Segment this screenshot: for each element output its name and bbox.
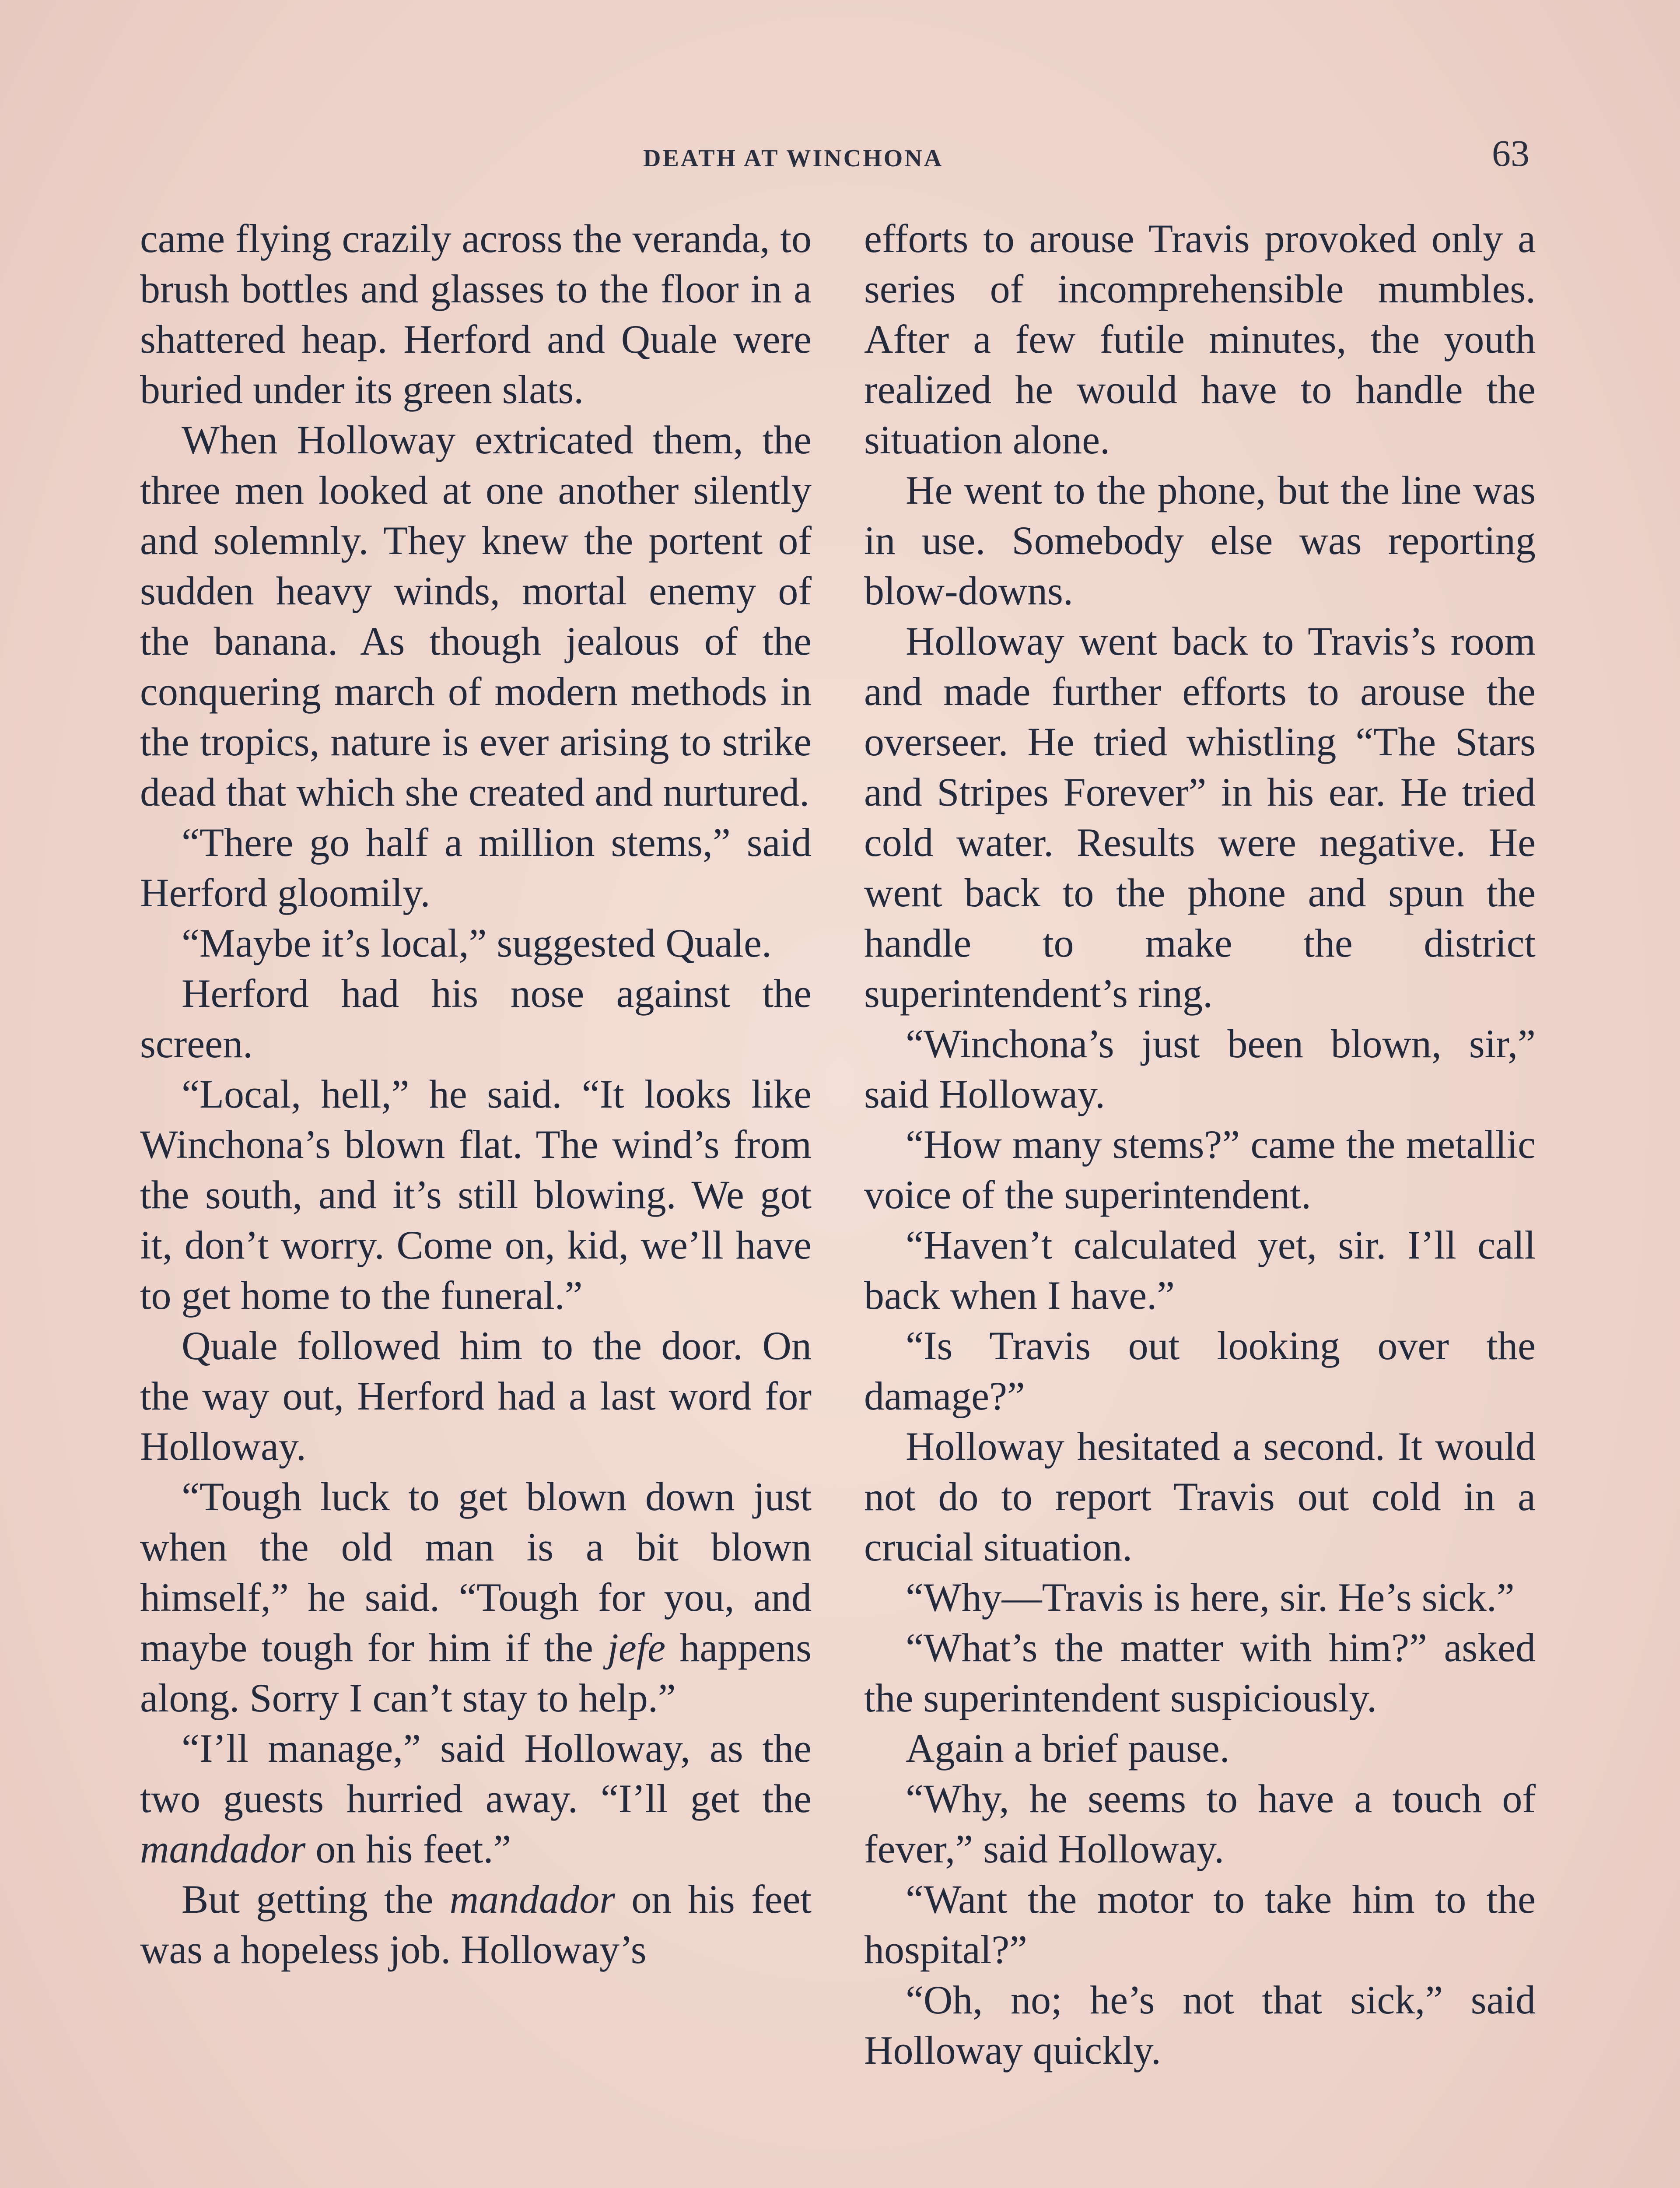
text-run: on his feet.” <box>305 1827 511 1871</box>
italic-term: mandador <box>140 1827 306 1871</box>
paragraph <box>140 1723 812 1874</box>
paragraph: “Why, he seems to have a touch of fever,” said Holloway. <box>864 1776 1536 1871</box>
paragraph: “How many stems?” came the metallic voice of the superintendent. <box>864 1122 1536 1217</box>
paragraph: “Maybe it’s local,” suggested Quale. <box>182 921 772 965</box>
text-run: But getting the <box>182 1877 450 1922</box>
paragraph: “Is Travis out looking over the damage?” <box>864 1323 1536 1418</box>
paragraph: He went to the phone, but the line was in use. Somebody else was reporting blow-downs. <box>864 468 1536 613</box>
text-run: on his feet was a hopeless job. Holloway’s <box>140 1877 812 1972</box>
paragraph: Holloway hesitated a second. It would not do to report Travis out cold in a crucial situation. <box>864 1424 1536 1569</box>
paragraph: “What’s the matter with him?” asked the superintendent suspiciously. <box>864 1625 1536 1720</box>
paragraph: “Want the motor to take him to the hospital?” <box>864 1877 1536 1972</box>
italic-term: mandador <box>449 1877 615 1922</box>
paragraph: came flying crazily across the veranda, to brush bottles and glasses to the floor in a shattered heap. Herford and Quale were buried under its green slats. <box>140 216 812 412</box>
paragraph: “Haven’t calculated yet, sir. I’ll call back when I have.” <box>864 1223 1536 1318</box>
text-run: “I’ll manage,” said Holloway, as the two guests hurried away. “I’ll get the <box>140 1726 812 1821</box>
paragraph: Again a brief pause. <box>906 1726 1230 1771</box>
paragraph: “Oh, no; he’s not that sick,” said Holloway quickly. <box>864 1978 1536 2072</box>
right-column <box>864 214 1536 2076</box>
paragraph: “There go half a million stems,” said Herford gloomily. <box>140 820 812 915</box>
paragraph <box>140 1472 812 1723</box>
paragraph: “Local, hell,” he said. “It looks like Winchona’s blown flat. The wind’s from the south, and it’s still blowing. We got it, don’t worry. Come on, kid, we’ll have to get home to the funeral.” <box>140 1072 812 1318</box>
paragraph <box>140 1874 812 1975</box>
paragraph: Holloway went back to Travis’s room and made further efforts to arouse the overseer. He tried whistling “The Stars and Stripes Forever” in his ear. He tried cold water. Results were negative. He went back to the phone and spun the handle to make the district superintendent’s ring. <box>864 619 1536 1016</box>
text-run: “Tough luck to get blown down just when the old man is a bit blown himself,” he said. “Tough for you, and maybe tough for him if the <box>140 1474 812 1670</box>
text-run: happens along. Sorry I can’t stay to help.” <box>140 1625 812 1720</box>
paragraph: “Winchona’s just been blown, sir,” said Holloway. <box>864 1021 1536 1116</box>
paragraph: Herford had his nose against the screen. <box>140 971 812 1066</box>
italic-term: jefe <box>607 1625 666 1670</box>
paragraph: “Why—Travis is here, sir. He’s sick.” <box>906 1575 1515 1620</box>
paragraph: When Holloway extricated them, the three men looked at one another silently and solemnly. They knew the portent of sudden heavy winds, mortal enemy of the banana. As though jealous of the conquering march of modern methods in the tropics, nature is ever arising to strike dead that which she created and nurtured. <box>140 417 812 814</box>
running-head: DEATH AT WINCHONA <box>643 145 944 172</box>
left-column <box>140 214 812 1975</box>
paragraph: efforts to arouse Travis provoked only a series of incomprehensible mumbles. After a few futile minutes, the youth realized he would have to handle the situation alone. <box>864 216 1536 462</box>
paragraph: Quale followed him to the door. On the way out, Herford had a last word for Holloway. <box>140 1323 812 1469</box>
page-number: 63 <box>1492 132 1530 174</box>
